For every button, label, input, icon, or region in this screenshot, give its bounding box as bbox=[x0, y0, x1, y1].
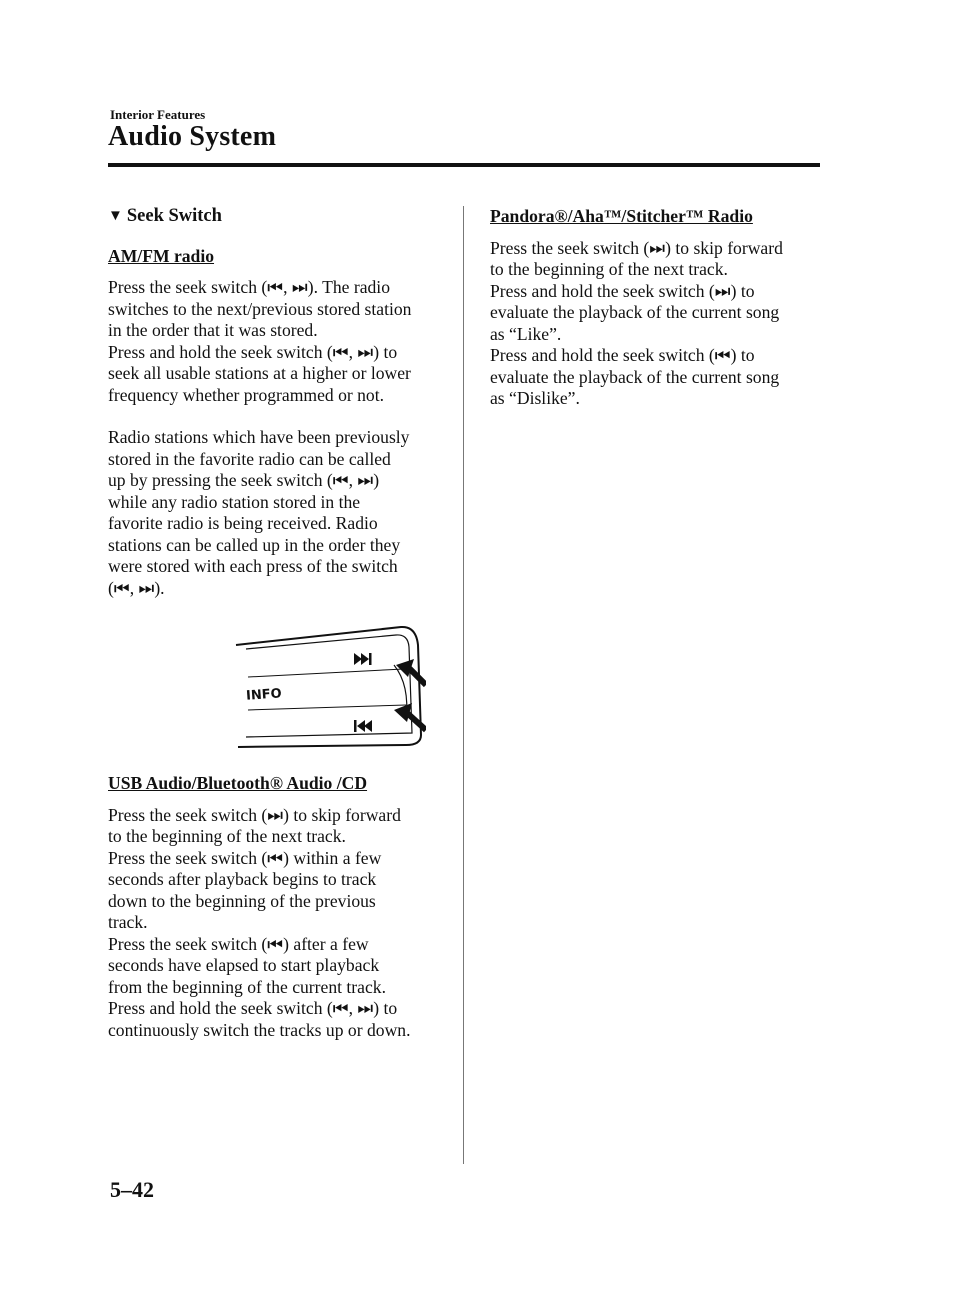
text-line: down to the beginning of the previous bbox=[108, 890, 376, 911]
text-line: as “Dislike”. bbox=[490, 388, 580, 408]
info-label: INFO bbox=[245, 686, 283, 704]
seek-switch-title: Seek Switch bbox=[126, 206, 222, 226]
amfm-paragraph-2 bbox=[108, 427, 448, 599]
text-line: seconds after playback begins to track bbox=[108, 869, 377, 889]
triangle-bullet-icon: ▼ bbox=[108, 208, 123, 224]
column-divider bbox=[463, 206, 464, 1164]
usb-heading: USB Audio/Bluetooth® Audio /CD bbox=[108, 773, 368, 793]
pandora-heading: Pandora®/Aha™/Stitcher™ Radio bbox=[490, 206, 753, 226]
text-line: from the beginning of the current track. bbox=[108, 976, 386, 997]
section-label: Interior Features bbox=[110, 107, 206, 122]
text-line: Press and hold the seek switch (⏮, ⏭) to bbox=[108, 341, 398, 362]
text-line: (⏮, ⏭). bbox=[108, 577, 165, 598]
text-line: Press and hold the seek switch (⏮, ⏭) to bbox=[108, 998, 398, 1018]
left-column bbox=[108, 206, 448, 1041]
amfm-heading: AM/FM radio bbox=[108, 245, 215, 266]
usb-paragraph bbox=[108, 805, 448, 1042]
text-line: seek all usable stations at a higher or lower bbox=[108, 363, 411, 383]
right-column bbox=[490, 206, 820, 410]
text-line: evaluate the playback of the current song bbox=[490, 366, 780, 387]
text-line: Press the seek switch (⏭) to skip forward bbox=[108, 804, 401, 825]
amfm-paragraph-1 bbox=[108, 277, 448, 406]
text-line: evaluate the playback of the current song bbox=[490, 302, 780, 322]
steering-switch-illustration bbox=[226, 625, 426, 755]
text-line: seconds have elapsed to start playback bbox=[108, 955, 380, 975]
seek-switch-figure bbox=[108, 625, 448, 755]
text-line: to the beginning of the next track. bbox=[490, 259, 728, 279]
text-line: Press the seek switch (⏮) within a few bbox=[108, 847, 382, 868]
text-line: stored in the favorite radio can be called bbox=[108, 448, 391, 469]
page-number: 5–42 bbox=[110, 1177, 154, 1202]
text-line: Radio stations which have been previously bbox=[108, 427, 410, 447]
text-line: up by pressing the seek switch (⏮, ⏭) bbox=[108, 470, 380, 490]
text-line: Press the seek switch (⏮) after a few bbox=[108, 933, 369, 954]
text-line: track. bbox=[108, 912, 148, 932]
text-line: while any radio station stored in the bbox=[108, 491, 361, 512]
text-line: stations can be called up in the order they bbox=[108, 534, 401, 555]
text-line: Press and hold the seek switch (⏭) to bbox=[490, 280, 755, 301]
header-rule bbox=[108, 163, 820, 167]
text-line: switches to the next/previous stored station bbox=[108, 298, 412, 319]
text-line: continuously switch the tracks up or down. bbox=[108, 1019, 411, 1040]
text-line: were stored with each press of the switch bbox=[108, 556, 398, 576]
text-line: Press and hold the seek switch (⏮) to bbox=[490, 345, 755, 365]
text-line: favorite radio is being received. Radio bbox=[108, 513, 378, 533]
text-line: Press the seek switch (⏮, ⏭). The radio bbox=[108, 277, 390, 297]
page-title: Audio System bbox=[108, 121, 277, 152]
text-line: Press the seek switch (⏭) to skip forward bbox=[490, 237, 783, 258]
text-line: as “Like”. bbox=[490, 323, 562, 344]
pandora-paragraph bbox=[490, 238, 820, 410]
text-line: frequency whether programmed or not. bbox=[108, 384, 385, 405]
text-line: in the order that it was stored. bbox=[108, 320, 318, 340]
text-line: to the beginning of the next track. bbox=[108, 826, 346, 846]
seek-switch-heading bbox=[108, 206, 448, 228]
